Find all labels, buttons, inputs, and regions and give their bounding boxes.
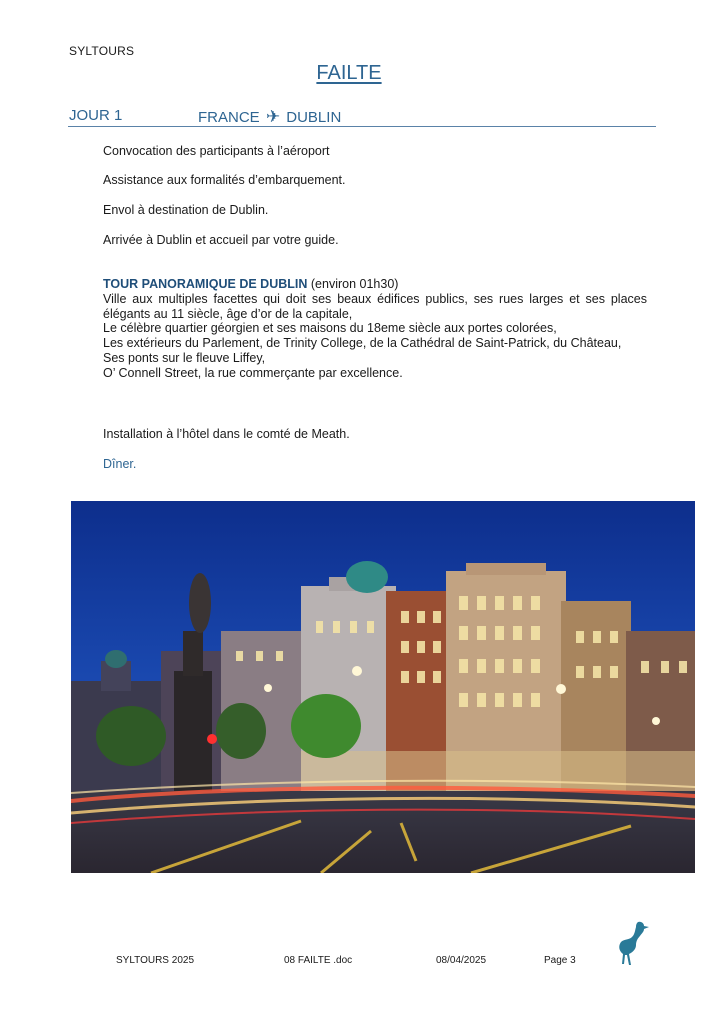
paragraph-dinner: Dîner.: [103, 457, 137, 471]
route-origin: FRANCE: [198, 109, 260, 126]
route-destination: DUBLIN: [286, 109, 342, 126]
route: [198, 107, 341, 127]
paragraph-hotel: Installation à l’hôtel dans le comté de Meath.: [103, 427, 350, 441]
footer-company: SYLTOURS 2025: [116, 955, 195, 966]
tour-line: Ses ponts sur le fleuve Liffey,: [103, 350, 266, 365]
paragraph-flight: Envol à destination de Dublin.: [103, 203, 269, 217]
footer-date: 08/04/2025: [436, 955, 487, 966]
dublin-street-night-photo: [71, 501, 695, 873]
tour-heading: [103, 277, 647, 292]
paragraph-convocation: Convocation des participants à l’aéroport: [103, 144, 330, 158]
tour-title: TOUR PANORAMIQUE DE DUBLIN: [103, 277, 308, 291]
day-header: [68, 106, 656, 127]
tour-line: Les extérieurs du Parlement, de Trinity College, de la Cathédral de Saint-Patrick, du Château,: [103, 336, 622, 351]
tour-line: Le célèbre quartier géorgien et ses maisons du 18eme siècle aux portes colorées,: [103, 321, 557, 336]
heron-logo-icon: [611, 918, 651, 971]
tour-section: [103, 277, 647, 381]
paragraph-assistance: Assistance aux formalités d’embarquement.: [103, 173, 346, 187]
airplane-icon: ✈: [265, 107, 281, 126]
footer-filename: 08 FAILTE .doc: [284, 955, 353, 966]
tour-line: O’ Connell Street, la rue commerçante par excellence.: [103, 365, 403, 380]
day-label: JOUR 1: [69, 107, 123, 124]
footer-page: Page 3: [544, 955, 576, 966]
tour-duration: (environ 01h30): [310, 277, 399, 291]
brand-name: SYLTOURS: [69, 44, 135, 58]
document-title: FAILTE: [316, 62, 382, 84]
tour-line: Ville aux multiples facettes qui doit ses beaux édifices publics, ses rues larges et ses places élégants au 11 siècle, âge d’or de la capitale,: [103, 291, 647, 321]
paragraph-arrival: Arrivée à Dublin et accueil par votre guide.: [103, 233, 339, 247]
